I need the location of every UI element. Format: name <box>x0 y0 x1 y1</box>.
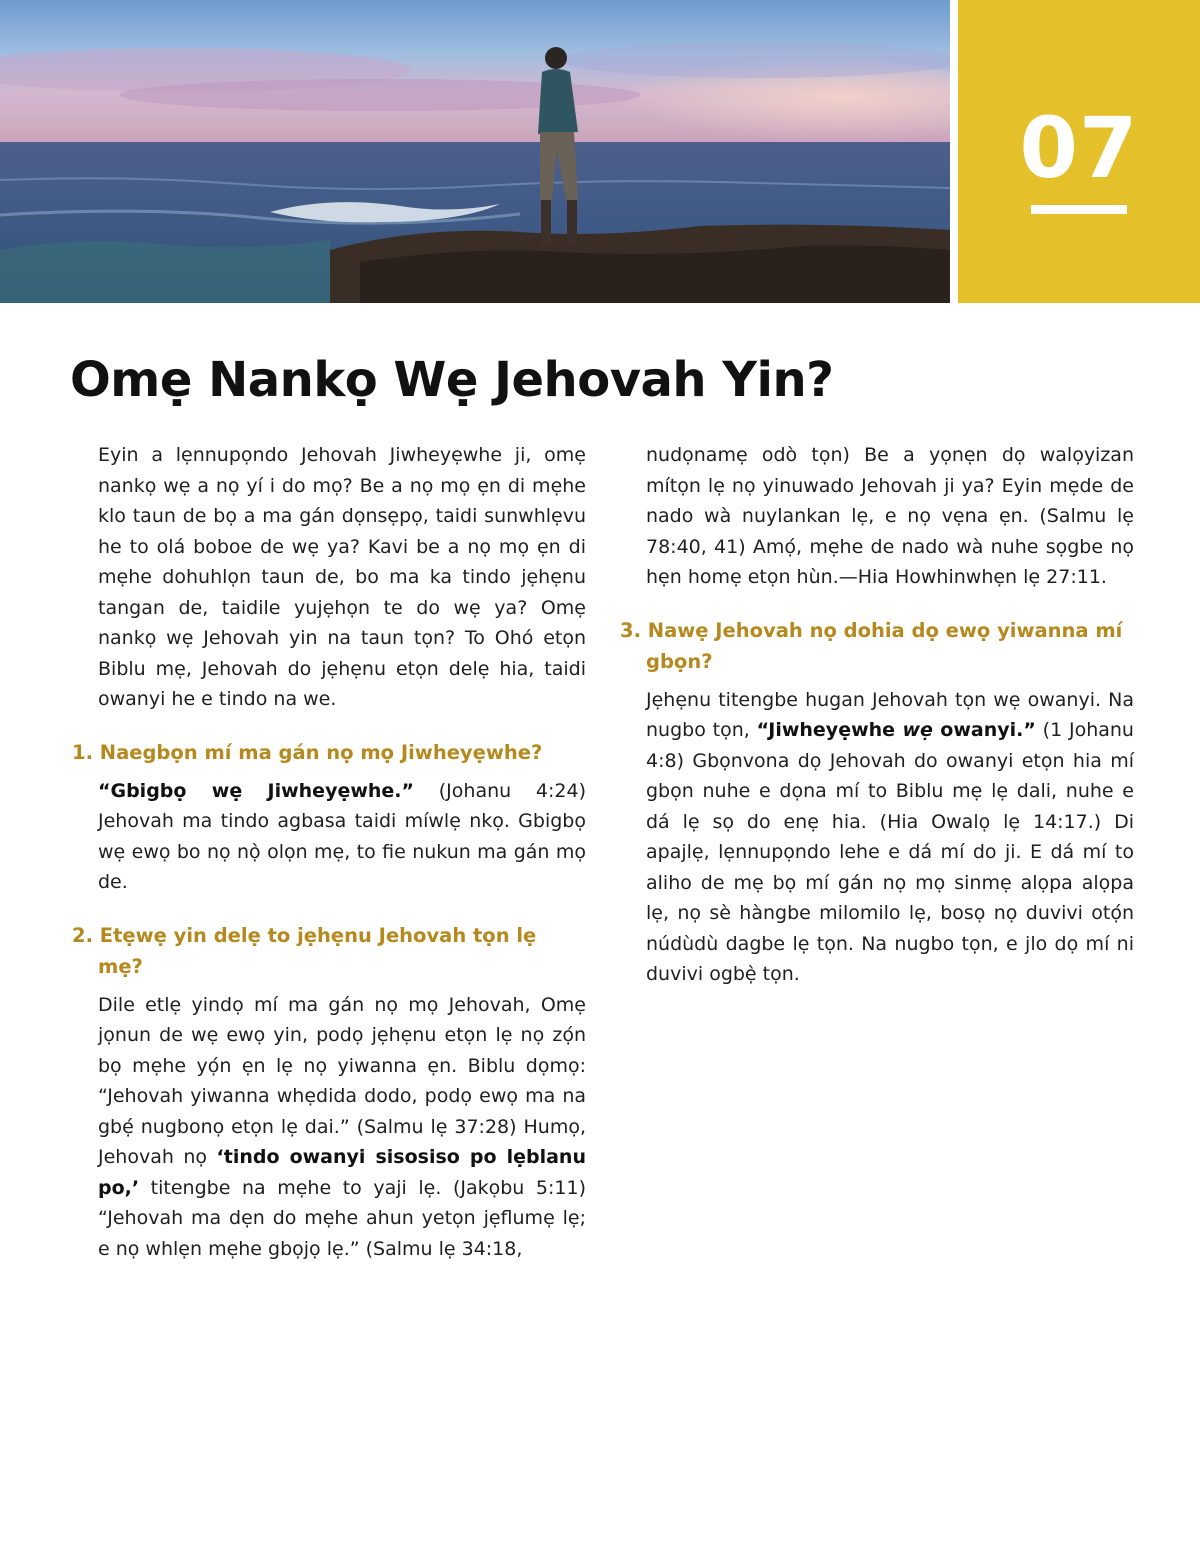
answer-2-bold: ‘tindo owanyi sisosiso po lẹblanu po,’ <box>98 1146 586 1199</box>
answer-1-paragraph <box>98 776 586 898</box>
intro-paragraph: Eyin a lẹnnupọndo Jehovah Jiwheyẹwhe ji, omẹ nankọ wẹ a nọ yí i do mọ? Be a nọ mọ ẹn di mẹhe klo taun de bọ a ma gán dọnsẹpọ, taidi sunwhlẹvu he to olá boboe de wẹ ya? Kavi be a nọ mọ ẹn di mẹhe dohuhlọn taun de, bo ma ka tindo jẹhẹnu tangan de, taidile yujẹhọn te do wẹ ya? Omẹ nankọ wẹ Jehovah yin na taun tọn? To Ohó etọn Biblu mẹ, Jehovah do jẹhẹnu etọn delẹ hia, taidi owanyi he e tindo na we. <box>98 444 586 710</box>
answer-3-text-b: (1 Johanu 4:8) Gbọnvona dọ Jehovah do owanyi etọn hia mí gbọn nuhe e dọna mí to Biblu mẹ lẹ dali, nuhe e dá lẹ sọ do enẹ hia. (Hia Owalọ lẹ 14:17.) Di apajlẹ, lẹnnupọndo lehe e dá mí do ji. E dá mí to aliho de mẹ bọ mí gán nọ mọ sinmẹ alọpa alọpa lẹ, nọ sè hàngbe milomilo lẹ, bosọ nọ duvivi otọ́n núdùdù dagbe lẹ tọn. Na nugbo tọn, e jlo dọ mí ni duvivi ogbẹ̀ tọn. <box>646 719 1134 985</box>
answer-2-text-b: titengbe na mẹhe to yaji lẹ. (Jakọbu 5:11) “Jehovah ma dẹn do mẹhe ahun yetọn jẹflumẹ lẹ; e nọ whlẹn mẹhe gbọjọ lẹ.” (Salmu lẹ 34:18, <box>98 1176 586 1260</box>
answer-3-bold-b: owanyi.” <box>932 719 1036 741</box>
answer-3-paragraph <box>646 685 1134 990</box>
answer-2-text-a: Dile etlẹ yindọ mí ma gán nọ mọ Jehovah, Omẹ jọnun de wẹ ewọ yin, podọ jẹhẹnu etọn lẹ nọ zọ́n bọ mẹhe yọ́n ẹn lẹ nọ yiwanna ẹn. Biblu dọmọ: “Jehovah yiwanna whẹdida dodo, podọ ewọ ma na gbẹ́ nugbonọ etọn lẹ dai.” (Salmu lẹ 37:28) Humọ, Jehovah nọ <box>98 993 586 1168</box>
left-column <box>72 440 586 1264</box>
page-title: Omẹ Nankọ Wẹ Jehovah Yin? <box>70 352 834 408</box>
question-3-heading: 3. Nawẹ Jehovah nọ dohia dọ ewọ yiwanna mí gbọn? <box>620 618 1123 673</box>
seaside-man-image <box>0 0 950 303</box>
right-column <box>620 440 1134 990</box>
answer-2-paragraph <box>98 990 586 1265</box>
question-1-heading: 1. Naegbọn mí ma gán nọ mọ Jiwheyẹwhe? <box>72 740 543 764</box>
question-2-heading: 2. Etẹwẹ yin delẹ to jẹhẹnu Jehovah tọn lẹ mẹ? <box>72 923 537 978</box>
answer-3-bold-a: “Jiwheyẹwhe <box>756 719 903 741</box>
chapter-number: 07 <box>1019 99 1139 197</box>
chapter-rule <box>1031 205 1127 214</box>
chapter-badge <box>958 0 1200 303</box>
answer-1-bold: “Gbigbọ wẹ Jiwheyẹwhe.” <box>98 779 415 802</box>
answer-2-continuation: nudọnamẹ odò tọn) Be a yọnẹn dọ walọyizan mítọn lẹ nọ yinuwado Jehovah ji ya? Eyin mẹde de nado wà nuylankan lẹ, e nọ vẹna ẹn. (Salmu lẹ 78:40, 41) Amọ́, mẹhe de nado wà nuhe sọgbe nọ hẹn homẹ etọn hùn.—Hia Howhinwhẹn lẹ 27:11. <box>646 444 1134 588</box>
answer-1-text: (Johanu 4:24) Jehovah ma tindo agbasa taidi míwlẹ nkọ. Gbigbọ wẹ ewọ bo nọ nọ̀ olọn mẹ, to fie nukun ma gán mọ de. <box>98 779 586 893</box>
answer-3-bold-italic: wẹ <box>902 719 933 741</box>
hero-photo <box>0 0 950 303</box>
answer-3-text-a: Jẹhẹnu titengbe hugan Jehovah tọn wẹ owanyi. Na nugbo tọn, <box>646 688 1134 741</box>
